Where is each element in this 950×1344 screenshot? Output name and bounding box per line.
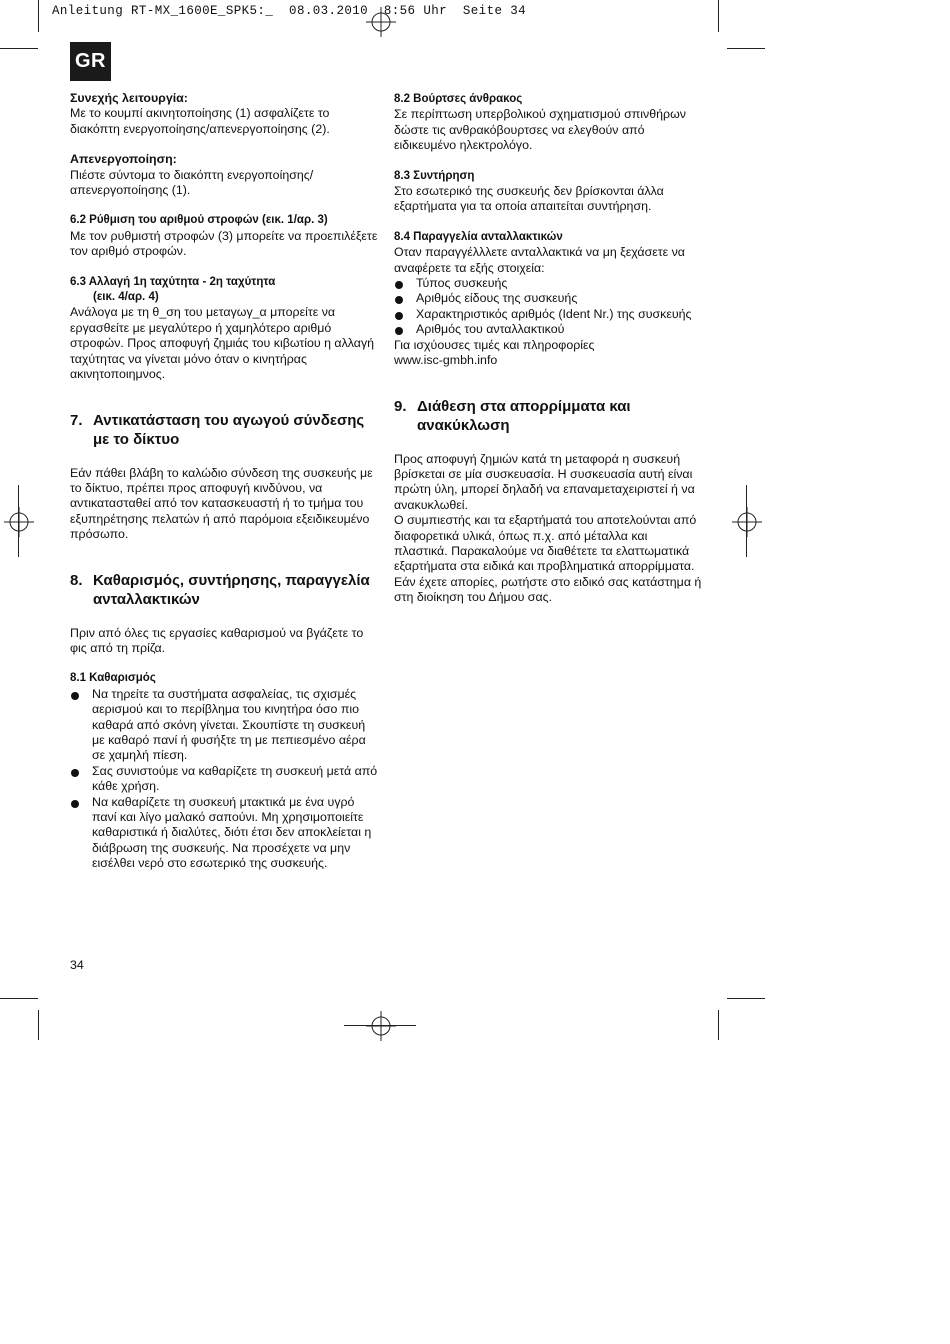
- deactivation-heading: Απενεργοποίηση:: [70, 152, 177, 167]
- registration-guide-bottom: [344, 1025, 416, 1026]
- section-9-text-2: Ο συμπιεστής και τα εξαρτήματά του αποτελούνται από διαφορετικά υλικά, όπως π.χ. από μέταλλα και πλαστικά. Παρακαλούμε να διαθέτετε τα ελαττωματικά εξαρτήματα στα ειδικά και προβληματικά απορρίμματα. Εάν έχετε απορίες, ρωτήστε στο ειδικό σας κατάστημα ή στη διοίκηση του Δήμου σας.: [394, 513, 702, 605]
- registration-mark-top: [366, 7, 396, 37]
- section-8-2-heading: 8.2 Βούρτσες άνθρακος: [394, 93, 523, 105]
- section-6-3-text: Ανάλογα με τη θ_ση του μεταγωγ_α μπορείτε να εργασθείτε με μεγαλύτερο ή χαμηλότερο αριθμό στροφών. Προς αποφυγή ζημιάς του κιβωτίου η αλλαγή ταχύτητας να γίνεται μόνο όταν ο κινητήρας ακινητοποιημνος.: [70, 305, 375, 382]
- section-7-number: 7.: [70, 411, 83, 429]
- section-6-3-heading-figure: (εικ. 4/αρ. 4): [93, 291, 159, 304]
- section-9-title: [394, 397, 704, 436]
- list-item: Χαρακτηριστικός αριθμός (Ident Nr.) της συσκευής: [394, 307, 704, 322]
- continuous-operation-text: Με το κουμπί ακινητοποίησης (1) ασφαλίζετε το διακόπτη ενεργοποίησης/απενεργοποίησης (2).: [70, 106, 330, 136]
- cleaning-list: [70, 687, 380, 872]
- section-8-3-heading: 8.3 Συντήρηση: [394, 169, 475, 182]
- section-7-title-text: Αντικατάσταση του αγωγού σύνδεσης με το δίκτυο: [93, 411, 365, 448]
- section-8-3-text: Στο εσωτερικό της συσκευής δεν βρίσκονται άλλα εξαρτήματα για τα οποία απαιτείται συντήρηση.: [394, 184, 664, 214]
- left-column: [70, 91, 380, 872]
- language-badge: GR: [70, 42, 111, 81]
- list-item: Τύπος συσκευής: [394, 276, 704, 291]
- section-6-3-heading: 6.3 Αλλαγή 1η ταχύτητα - 2η ταχύτητα: [70, 275, 276, 288]
- right-column: [394, 92, 704, 606]
- crop-mark-top-left-horizontal: [0, 48, 38, 49]
- section-9-text-1: Προς αποφυγή ζημιών κατά τη μεταφορά η συσκευή βρίσκεται σε μία συσκευασία. Η συσκευασία αυτή είναι πρώτη ύλη, μπορεί δηλαδή να επαναμεταχειριστεί ή να ανακυκλωθεί.: [394, 451, 695, 512]
- list-item: Σας συνιστούμε να καθαρίζετε τη συσκευή μετά από κάθε χρήση.: [70, 764, 380, 795]
- list-item: Αριθμός είδους της συσκευής: [394, 291, 704, 306]
- section-8-4-heading: 8.4 Παραγγελία ανταλλακτικών: [394, 230, 563, 243]
- section-9-number: 9.: [394, 397, 407, 415]
- section-8-2-text: Σε περίπτωση υπερβολικού σχηματισμού σπινθήρων δώστε τις ανθρακόβουρτσες να ελεγθούν από ειδικευμένο ηλεκτρολόγο.: [394, 107, 686, 153]
- list-item: Να τηρείτε τα συστήματα ασφαλείας, τις σχισμές αερισμού και το περίβλημα του κινητήρα όσο πιο καθαρά από σκόνη γίνεται. Σκουπίστε τη συσκευή με καθαρό πανί ή φυσήξτε τη με πεπιεσμένο αέρα σε χαμηλή πίεση.: [70, 687, 380, 764]
- crop-mark-bottom-right-vertical: [718, 1010, 719, 1040]
- section-9-title-text: Διάθεση στα απορρίμματα και ανακύκλωση: [417, 397, 631, 434]
- deactivation-text: Πιέστε σύντομα το διακόπτη ενεργοποίησης/απενεργοποίησης (1).: [70, 167, 314, 198]
- continuous-operation-heading: Συνεχής λειτουργία:: [70, 91, 188, 105]
- crop-mark-bottom-left-vertical: [38, 1010, 39, 1040]
- section-8-number: 8.: [70, 571, 83, 589]
- section-8-title-text: Καθαρισμός, συντήρησης, παραγγελία ανταλλακτικών: [93, 571, 370, 609]
- section-8-title: [70, 571, 380, 610]
- crop-mark-top-left-vertical: [38, 0, 39, 32]
- list-item: Να καθαρίζετε τη συσκευή μτακτικά με ένα υγρό πανί και λίγο μαλακό σαπούνι. Μη χρησιμοποιείτε καθαριστικά ή διαλύτες, διότι έτσι δεν αποκλείεται η διάβρωση της συσκευής. Να προσέχετε να μην εισέλθει νερό στο εσωτερικό της συσκευής.: [70, 795, 380, 872]
- section-8-text: Πριν από όλες τις εργασίες καθαρισμού να βγάζετε το φις από τη πρίζα.: [70, 625, 364, 655]
- registration-guide-left: [18, 485, 19, 557]
- section-8-4-text: Οταν παραγγέλλλετε ανταλλακτικά να μη ξεχάσετε να αναφέρετε τα εξής στοιχεία:: [394, 245, 685, 275]
- registration-mark-left: [4, 507, 34, 537]
- registration-mark-bottom: [366, 1011, 396, 1041]
- print-header-line: Anleitung RT-MX_1600E_SPK5:_ 08.03.2010 8:56 Uhr Seite 34: [52, 4, 527, 18]
- spare-parts-list: [394, 276, 704, 338]
- crop-mark-bottom-left-horizontal: [0, 998, 38, 999]
- section-8-4-note: Για ισχύουσες τιμές και πληροφορίες: [394, 337, 595, 352]
- section-7-title: [70, 411, 380, 450]
- crop-mark-top-right-horizontal: [727, 48, 765, 49]
- crop-mark-bottom-right-horizontal: [727, 998, 765, 999]
- page-number: 34: [70, 958, 84, 972]
- list-item: Αριθμός του ανταλλακτικού: [394, 322, 704, 337]
- crop-mark-top-right-vertical: [718, 0, 719, 32]
- section-8-1-heading: 8.1 Καθαρισμός: [70, 672, 156, 685]
- section-7-text: Εάν πάθει βλάβη το καλώδιο σύνδεση της συσκευής με το δίκτυο, πρέπει προς αποφυγή κινδύνου, να αντικατασταθεί από τον κατασκευαστή ή το τμήμα του εξυπηρέτησης πελατών ή από παρόμοια εξειδικευμένο πρόσωπο.: [70, 465, 373, 542]
- registration-mark-right: [732, 507, 762, 537]
- website-link[interactable]: www.isc-gmbh.info: [394, 353, 498, 368]
- section-6-2-text: Με τον ρυθμιστή στροφών (3) μπορείτε να προεπιλέξετε τον αριθμό στροφών.: [70, 228, 378, 259]
- section-6-2-heading: 6.2 Ρύθμιση του αριθμού στροφών (εικ. 1/αρ. 3): [70, 214, 328, 227]
- registration-guide-right: [746, 485, 747, 557]
